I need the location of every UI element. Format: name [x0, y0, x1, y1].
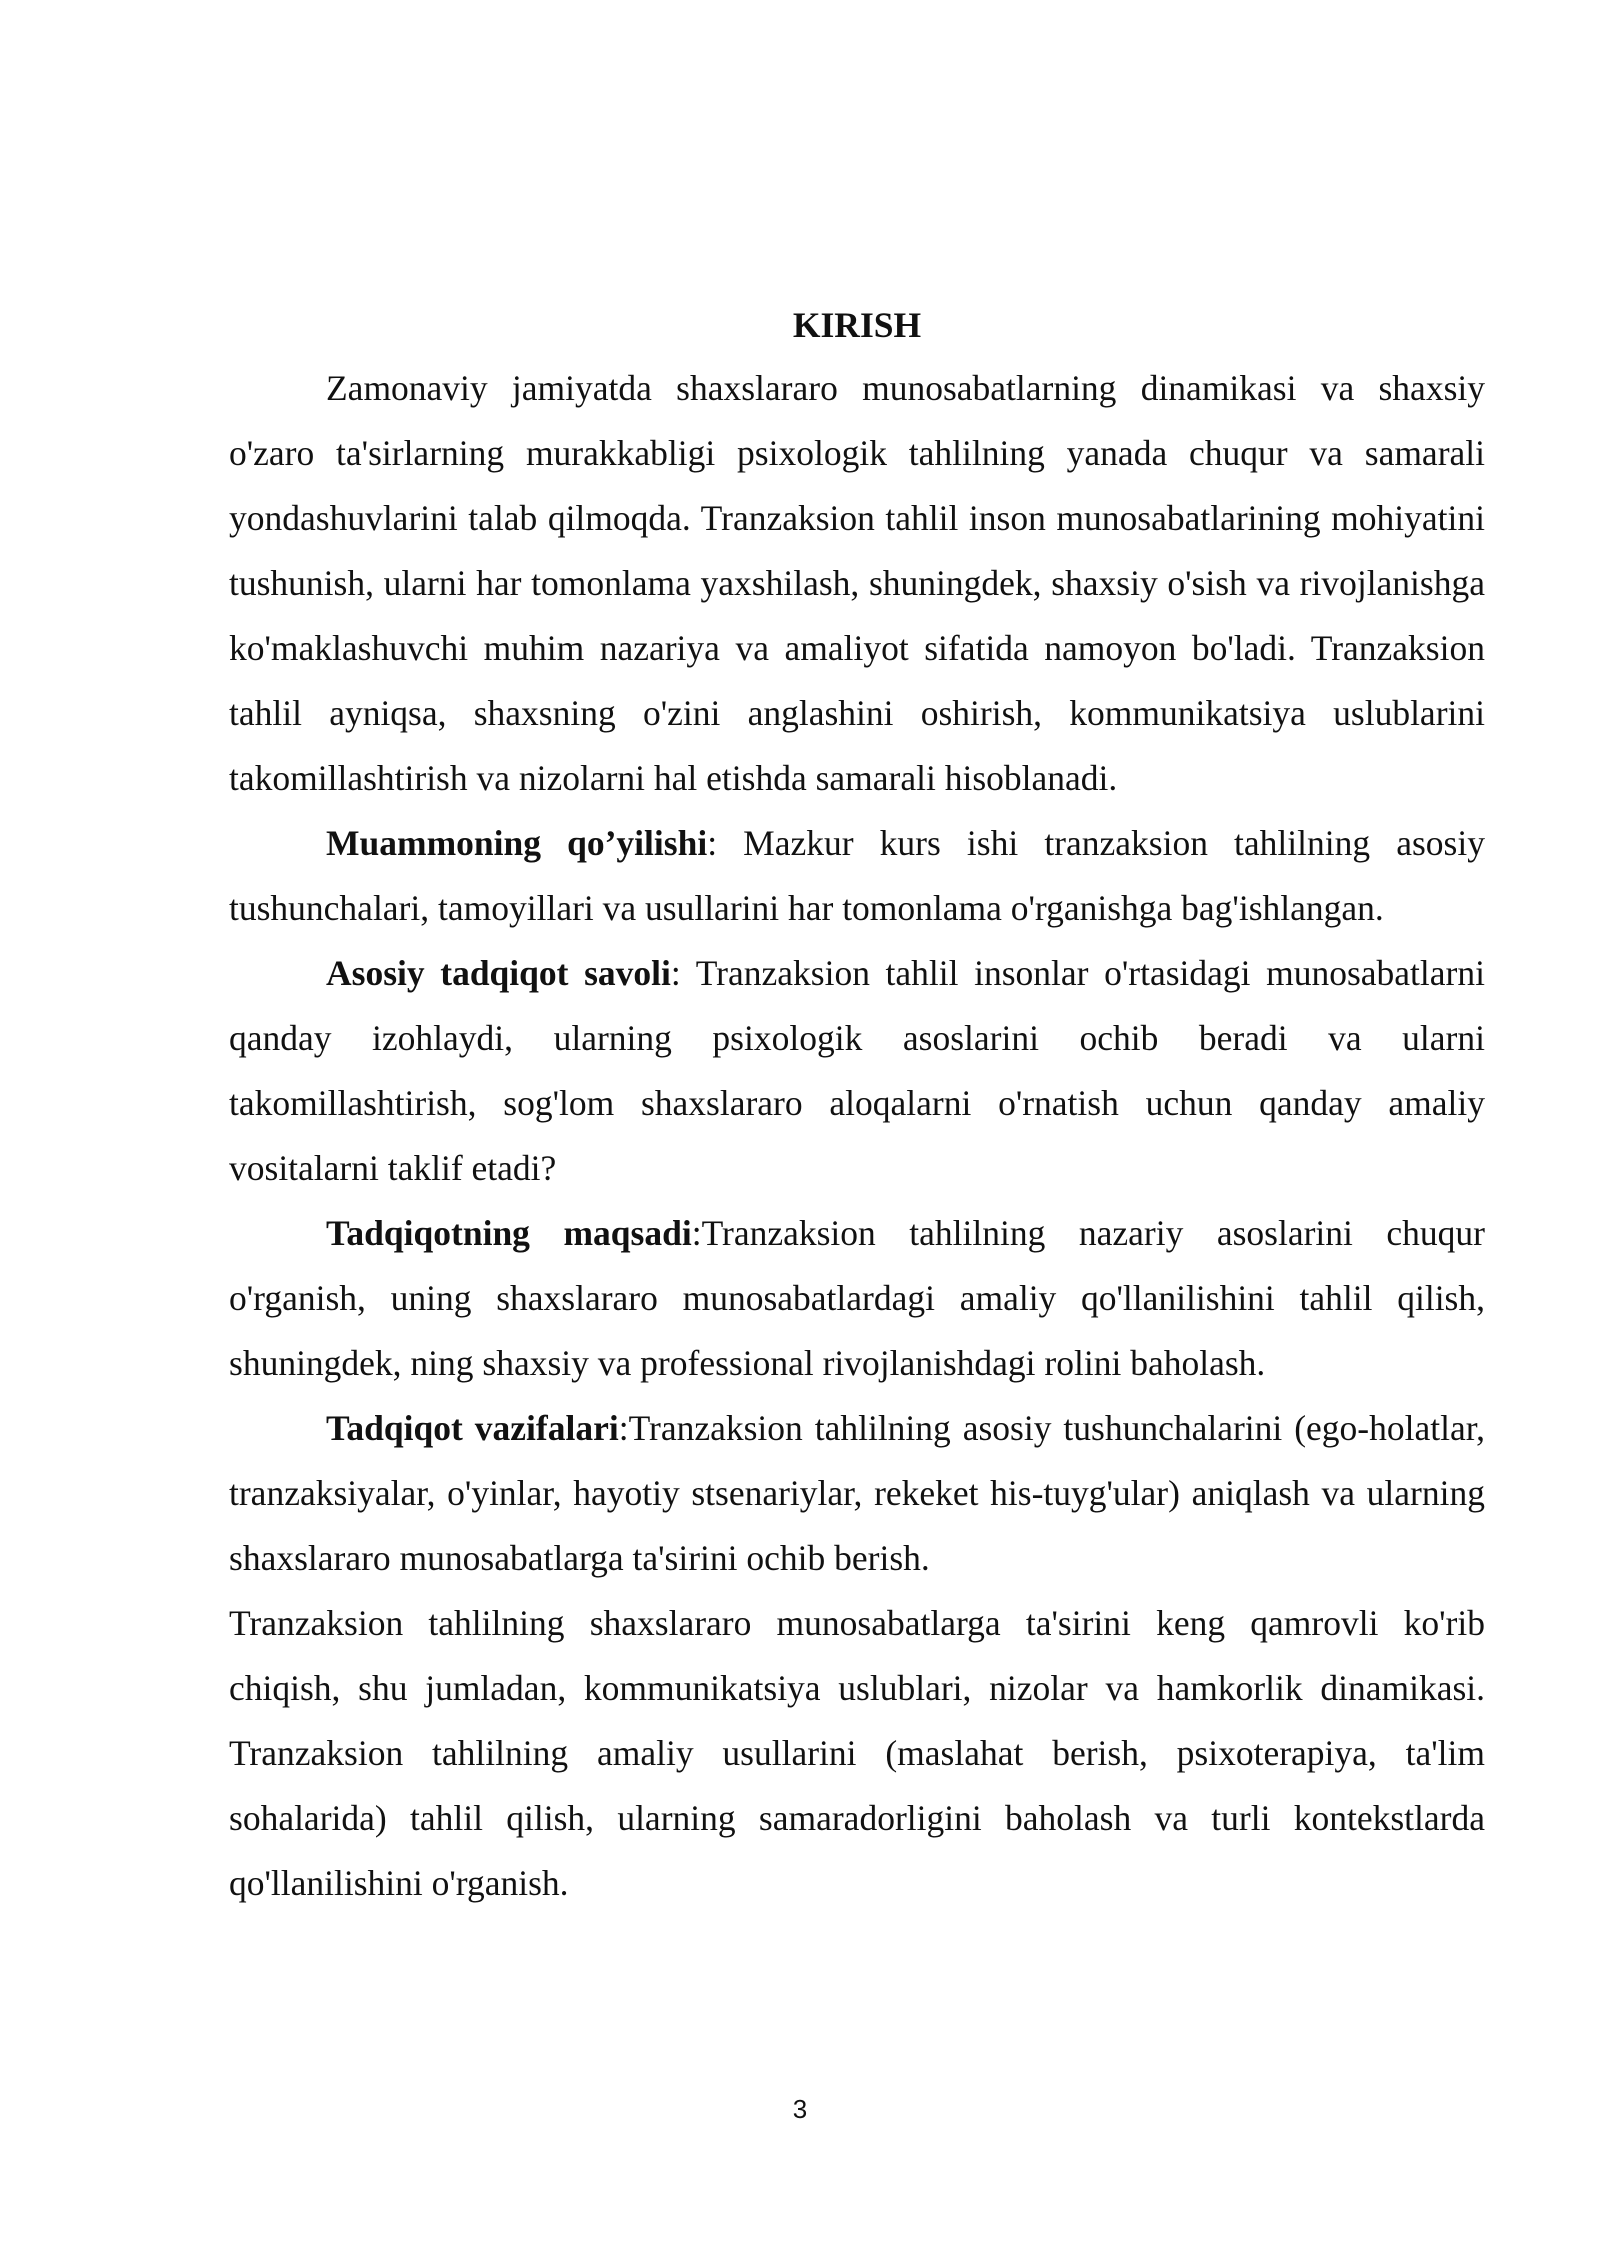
- research-question-text: Tranzaksion tahlil insonlar o'rtasidagi munosabatlarni qanday izohlaydi, ularning psixologik asoslarini ochib beradi va ularni takomillashtirish, sog'lom shaxslararo aloqalarni o'rnatish uchun qanday amaliy vositalarni taklif etadi?: [229, 953, 1485, 1188]
- problem-statement-label: Muammoning qo’yilishi: [326, 823, 708, 863]
- research-tasks-label: Tadqiqot vazifalari: [326, 1408, 619, 1448]
- intro-paragraph: [229, 356, 1485, 811]
- intro-text: Zamonaviy jamiyatda shaxslararo munosabatlarning dinamikasi va shaxsiy o'zaro ta'sirlarning murakkabligi psixologik tahlilning yanada chuqur va samarali yondashuvlarini talab qilmoqda. Tranzaksion tahlil inson munosabatlarining mohiyatini tushunish, ularni har tomonlama yaxshilash, shuningdek, shaxsiy o'sish va rivojlanishga ko'maklashuvchi muhim nazariya va amaliyot sifatida namoyon bo'ladi. Tranzaksion tahlil ayniqsa, shaxsning o'zini anglashini oshirish, kommunikatsiya uslublarini takomillashtirish va nizolarni hal etishda samarali hisoblanadi.: [229, 368, 1485, 798]
- research-goal-text: Tranzaksion tahlilning nazariy asoslarini chuqur o'rganish, uning shaxslararo munosabatlardagi amaliy qo'llanilishini tahlil qilish, shuningdek, ning shaxsiy va professional rivojlanishdagi rolini baholash.: [229, 1213, 1485, 1383]
- page-number: 3: [792, 2094, 808, 2124]
- research-tasks-separator: :: [618, 1408, 629, 1448]
- research-question-paragraph: [229, 941, 1485, 1201]
- research-tasks-continuation: Tranzaksion tahlilning shaxslararo munosabatlarga ta'sirini keng qamrovli ko'rib chiqish, shu jumladan, kommunikatsiya uslublari, nizolar va hamkorlik dinamikasi. Tranzaksion tahlilning amaliy usullarini (maslahat berish, psixoterapiya, ta'lim sohalarida) tahlil qilish, ularning samaradorligini baholash va turli kontekstlarda qo'llanilishini o'rganish.: [229, 1603, 1485, 1903]
- research-goal-label: Tadqiqotning maqsadi: [326, 1213, 692, 1253]
- problem-statement-text: Mazkur kurs ishi tranzaksion tahlilning asosiy tushunchalari, tamoyillari va usullarini har tomonlama o'rganishga bag'ishlangan.: [229, 823, 1485, 928]
- research-goal-paragraph: [229, 1201, 1485, 1396]
- research-question-separator: :: [670, 953, 696, 993]
- research-goal-separator: :: [691, 1213, 702, 1253]
- research-tasks-text: Tranzaksion tahlilning asosiy tushunchalarini (ego-holatlar, tranzaksiyalar, o'yinlar, hayotiy stsenariylar, rekeket his-tuyg'ular) aniqlash va ularning shaxslararo munosabatlarga ta'sirini ochib berish.: [229, 1408, 1485, 1578]
- problem-statement-paragraph: [229, 811, 1485, 941]
- problem-statement-separator: :: [707, 823, 744, 863]
- research-tasks-paragraph: [229, 1396, 1485, 1591]
- document-body: [229, 296, 1485, 1916]
- research-question-label: Asosiy tadqiqot savoli: [326, 953, 671, 993]
- section-title: KIRISH: [792, 305, 922, 345]
